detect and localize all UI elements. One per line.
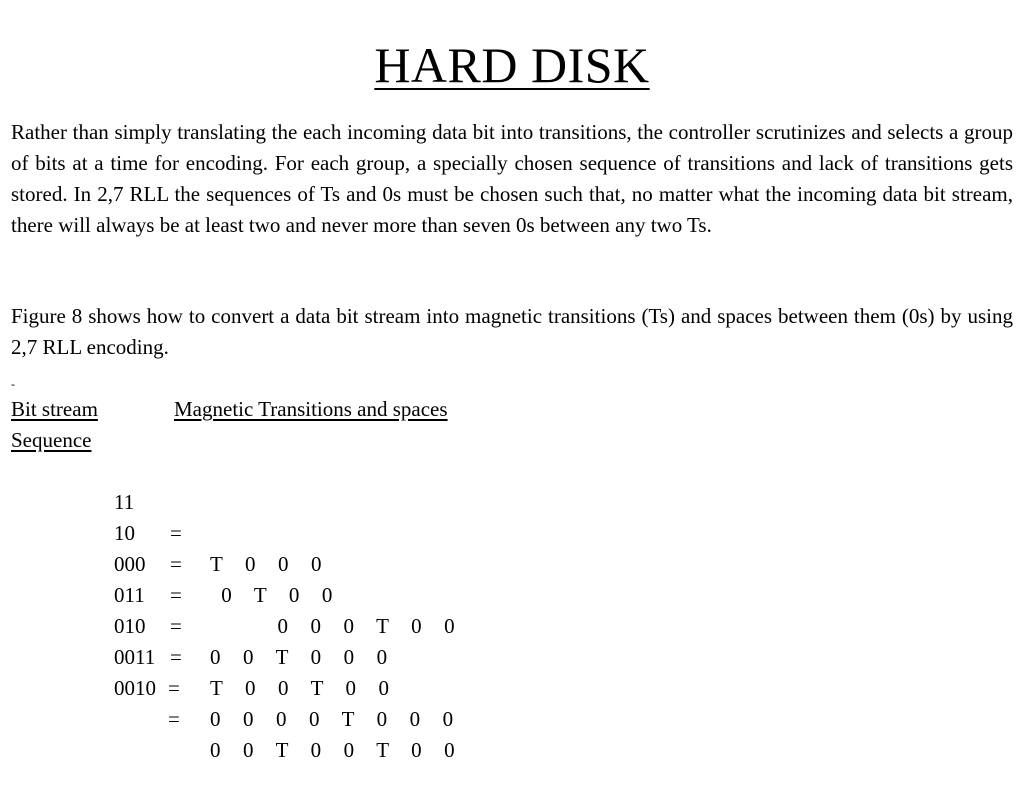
equals-sign: = xyxy=(170,521,182,545)
transition-sequence: 0 0 T 0 0 T 0 0 xyxy=(210,738,455,762)
transition-sequence: T 0 0 T 0 0 xyxy=(210,676,390,700)
bit-stream-value: 0010 xyxy=(114,676,156,700)
bit-stream-value: 11 xyxy=(114,490,135,514)
equals-sign: = xyxy=(170,614,182,638)
bit-stream-value: 010 xyxy=(114,614,146,638)
bit-stream-value: 10 xyxy=(114,521,135,545)
bit-stream-value: 011 xyxy=(114,583,145,607)
transition-sequence: T 0 0 0 xyxy=(210,552,322,576)
bit-stream-value: 000 xyxy=(114,552,146,576)
transition-sequence: 0 0 T 0 0 0 xyxy=(210,645,388,669)
header-bit-stream: Bit stream xyxy=(11,397,98,421)
header-magnetic-transitions: Magnetic Transitions and spaces xyxy=(174,397,448,421)
transition-sequence: 0 0 0 0 T 0 0 0 xyxy=(210,707,454,731)
transition-sequence: 0 T 0 0 xyxy=(210,583,333,607)
equals-sign: = xyxy=(168,707,180,731)
slide-title xyxy=(0,34,1024,96)
transition-sequence: 0 0 0 T 0 0 xyxy=(210,614,455,638)
stray-dash: - xyxy=(11,377,15,391)
header-sequence: Sequence xyxy=(11,428,92,452)
paragraph-figure-reference: Figure 8 shows how to convert a data bit stream into magnetic transitions (Ts) and spaces between them (0s) by using 2,7 RLL encoding. xyxy=(11,304,1013,359)
equals-sign: = xyxy=(170,645,182,669)
paragraph-rll-description: Rather than simply translating the each incoming data bit into transitions, the controller scrutinizes and selects a group of bits at a time for encoding. For each group, a specially chosen sequence of transitions and lack of transitions gets stored. In 2,7 RLL the sequences of Ts and 0s must be chosen such that, no matter what the incoming data bit stream, there will always be at least two and never more than seven 0s between any two Ts. xyxy=(11,120,1013,237)
equals-sign: = xyxy=(170,552,182,576)
slide-title-text: HARD DISK xyxy=(374,37,650,93)
equals-sign: = xyxy=(170,583,182,607)
bit-stream-value: 0011 xyxy=(114,645,156,669)
equals-sign: = xyxy=(168,676,180,700)
